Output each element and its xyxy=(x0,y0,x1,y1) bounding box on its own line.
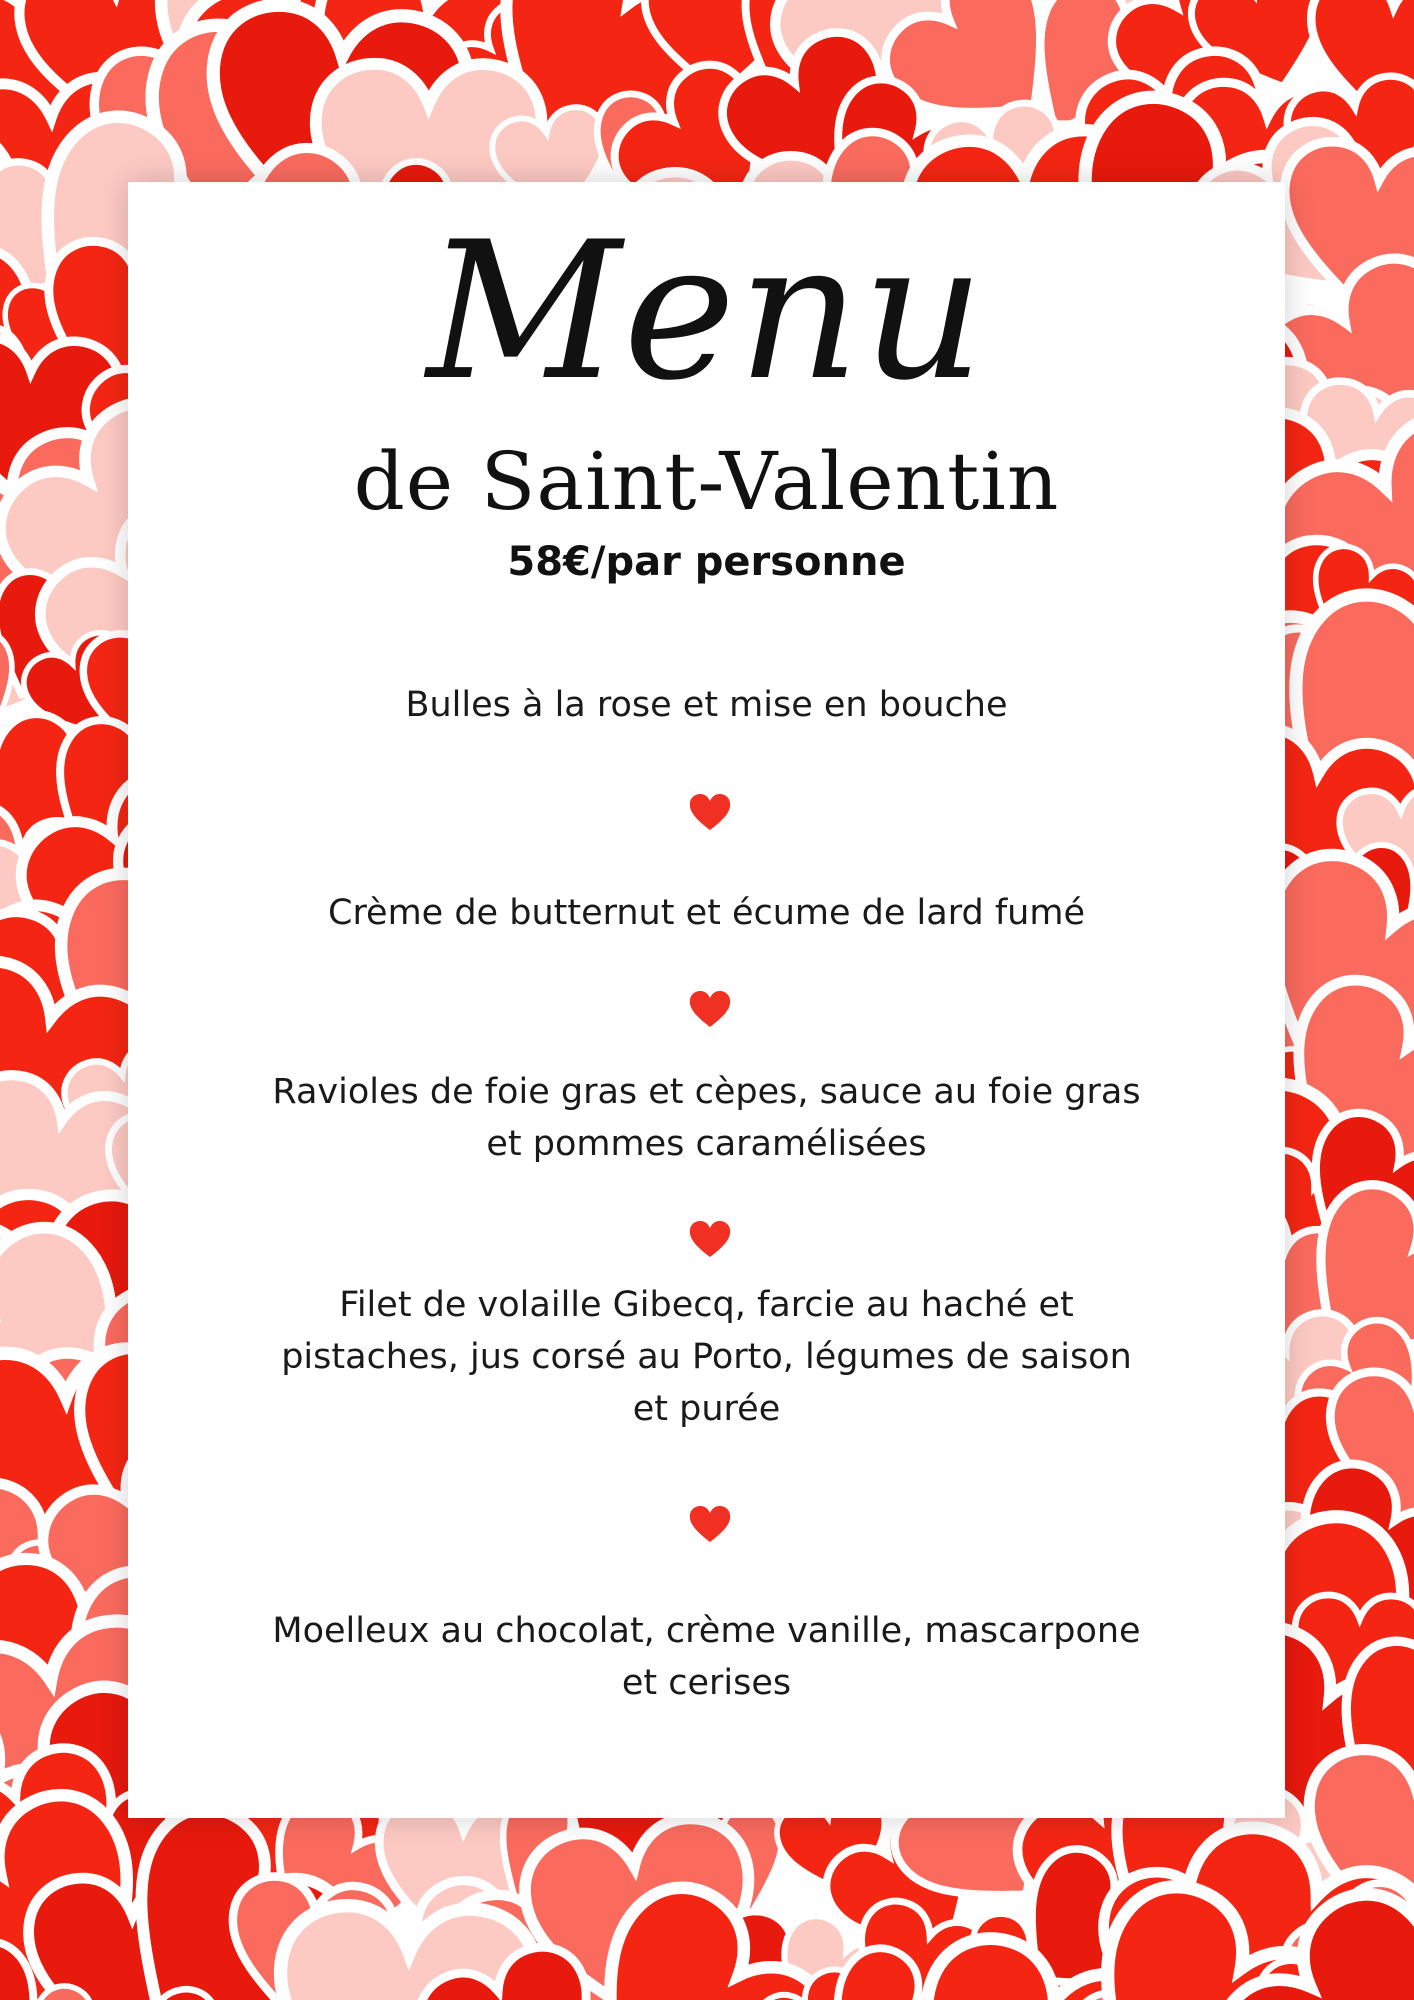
course-4-line-2: pistaches, jus corsé au Porto, légumes de saison xyxy=(281,1337,1132,1377)
course-5-line-2: et cerises xyxy=(621,1663,792,1703)
menu-card xyxy=(128,182,1285,1818)
heart-icon xyxy=(689,1505,731,1543)
course-1 xyxy=(188,679,1225,731)
heart-icon xyxy=(689,990,731,1028)
course-5-line-1: Moelleux au chocolat, crème vanille, mascarpone xyxy=(272,1611,1141,1651)
course-1-line-1: Bulles à la rose et mise en bouche xyxy=(405,685,1008,725)
course-2-line-1: Crème de butternut et écume de lard fumé xyxy=(328,893,1085,933)
course-5 xyxy=(188,1605,1225,1709)
course-4-line-1: Filet de volaille Gibecq, farcie au haché et xyxy=(339,1285,1074,1325)
course-4-line-3: et purée xyxy=(632,1389,781,1429)
menu-title: Menu xyxy=(426,201,987,422)
course-3-line-1: Ravioles de foie gras et cèpes, sauce au foie gras xyxy=(272,1072,1141,1112)
menu-subtitle: de Saint-Valentin xyxy=(353,435,1060,528)
heart-icon xyxy=(689,793,731,831)
course-4 xyxy=(188,1279,1225,1435)
heart-icon xyxy=(689,1220,731,1258)
course-3 xyxy=(188,1066,1225,1170)
course-3-line-2: et pommes caramélisées xyxy=(486,1124,927,1164)
course-2 xyxy=(188,887,1225,939)
price-per-person: 58€/par personne xyxy=(507,539,906,585)
